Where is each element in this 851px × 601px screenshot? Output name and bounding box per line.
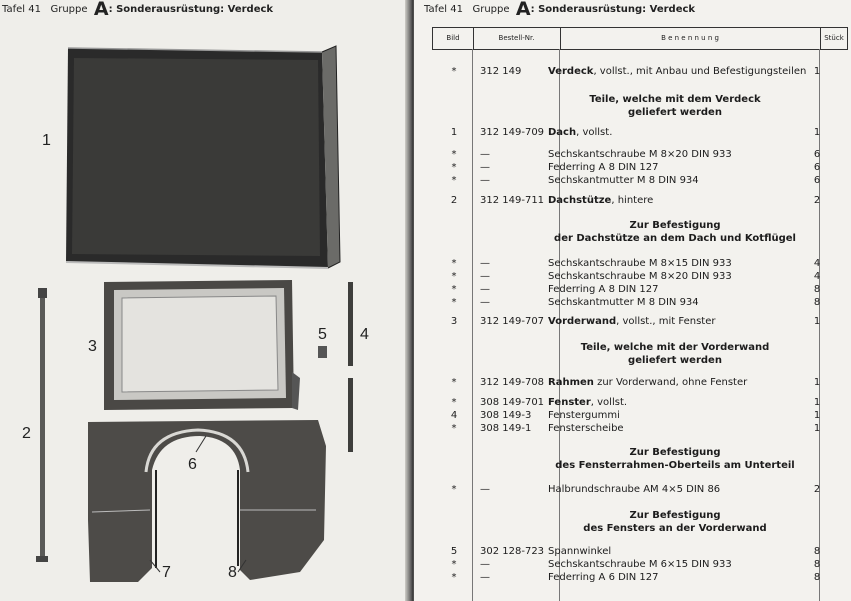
stueck-cell: 1 [813,377,821,388]
gruppe-label: Gruppe [50,4,88,15]
section-heading-line: Teile, welche mit der Vorderwand [580,342,770,353]
benennung-cell [548,396,627,409]
part-description: Fensterscheibe [548,423,624,434]
stueck-cell: 8 [813,572,821,583]
benennung-cell [548,296,699,309]
section-heading-line: des Fensters an der Vorderwand [583,523,767,534]
table-row [414,296,851,309]
bild-cell: * [451,377,457,388]
bestell-nr-cell: — [480,284,490,295]
stueck-cell: 1 [813,127,821,138]
tafel-label: Tafel 41 [424,4,463,15]
benennung-cell [548,376,747,389]
benennung-cell [548,283,659,296]
stueck-cell: 8 [813,546,821,557]
bestell-nr-cell: 312 149-708 [480,377,545,388]
bestell-nr-cell: — [480,258,490,269]
table-row [414,558,851,571]
benennung-cell [548,409,620,422]
part-description: Sechskantschraube M 6×15 DIN 933 [548,559,732,570]
bild-cell: * [451,484,457,495]
part-description: Sechskantmutter M 8 DIN 934 [548,175,699,186]
benennung-cell [548,558,732,571]
bild-cell: 4 [450,410,458,421]
bild-cell: * [451,297,457,308]
bestell-nr-cell: — [480,297,490,308]
section-heading [548,93,802,119]
bestell-nr-cell: 312 149 [480,66,522,77]
table-row [414,376,851,389]
table-row [414,161,851,174]
bild-cell: * [451,572,457,583]
section-heading-line: Zur Befestigung [629,447,721,458]
stueck-cell: 1 [813,316,821,327]
section-heading-line: des Fensterrahmen-Oberteils am Unterteil [555,460,795,471]
section-heading [548,219,802,245]
benennung-cell [548,174,699,187]
section-heading [548,509,802,535]
stueck-cell: 6 [813,175,821,186]
part-description: Sechskantschraube M 8×15 DIN 933 [548,258,732,269]
stueck-cell: 8 [813,297,821,308]
window-rubber-drawing [348,282,353,452]
section-heading-line: der Dachstütze an dem Dach und Kotflügel [554,233,796,244]
bestell-nr-cell: 302 128-723 [480,546,545,557]
section-heading-line: Teile, welche mit dem Verdeck [589,94,761,105]
stueck-cell: 1 [813,66,821,77]
col-benennung: B e n e n n u n g [560,28,821,49]
table-row [414,194,851,207]
callout-2: 2 [22,425,31,442]
bild-cell: * [451,66,457,77]
part-description: , vollst., mit Anbau und Befestigungsteilen [593,66,807,77]
benennung-cell [548,315,715,328]
bestell-nr-cell: — [480,559,490,570]
table-row [414,148,851,161]
stueck-cell: 6 [813,149,821,160]
callout-8: 8 [228,564,237,581]
callout-6: 6 [188,456,197,473]
part-description: , vollst. [576,127,613,138]
bestell-nr-cell: — [480,484,490,495]
stueck-cell: 1 [813,423,821,434]
tafel-label: Tafel 41 [2,4,41,15]
benennung-cell [548,270,732,283]
part-name: Vorderwand [548,316,617,327]
stueck-cell: 4 [813,258,821,269]
bestell-nr-cell: — [480,149,490,160]
part-description: Fenstergummi [548,410,620,421]
part-description: Federring A 8 DIN 127 [548,162,659,173]
parts-illustration [0,0,410,601]
bild-cell: 3 [450,316,458,327]
section-heading [548,446,802,472]
part-description: , hintere [611,195,654,206]
callout-1: 1 [42,132,51,149]
bild-cell: * [451,271,457,282]
callout-7: 7 [162,564,171,581]
table-row [414,571,851,584]
benennung-cell [548,257,732,270]
callout-5: 5 [318,326,327,343]
part-name: Verdeck [548,66,594,77]
part-description: Spannwinkel [548,546,612,557]
clamp-angle-drawing [318,346,327,358]
bild-cell: * [451,175,457,186]
part-description: Sechskantmutter M 8 DIN 934 [548,297,699,308]
part-name: Fenster [548,397,591,408]
bestell-nr-cell: 312 149-707 [480,316,545,327]
benennung-cell [548,483,720,496]
rear-strut-drawing [36,288,48,562]
benennung-cell [548,65,806,78]
part-description: Federring A 6 DIN 127 [548,572,659,583]
stueck-cell: 2 [813,484,821,495]
table-row [414,483,851,496]
bild-cell: 5 [450,546,458,557]
front-apron-drawing [88,420,326,582]
part-name: Dach [548,127,577,138]
part-description: , vollst. [590,397,628,408]
stueck-cell: 2 [813,195,821,206]
bestell-nr-cell: 308 149-701 [480,397,545,408]
stueck-cell: 4 [813,271,821,282]
part-name: Dachstütze [548,195,612,206]
benennung-cell [548,148,732,161]
bild-cell: * [451,397,457,408]
stueck-cell: 6 [813,162,821,173]
parts-table-header [432,27,848,50]
benennung-cell [548,571,659,584]
stueck-cell: 8 [813,284,821,295]
group-letter: A [515,0,531,20]
table-row [414,270,851,283]
table-row [414,65,851,78]
bestell-nr-cell: 308 149-3 [480,410,532,421]
table-row [414,257,851,270]
benennung-cell [548,126,612,139]
stueck-cell: 1 [813,410,821,421]
section-heading-line: geliefert werden [628,107,722,118]
bestell-nr-cell: — [480,162,490,173]
table-row [414,174,851,187]
stueck-cell: 8 [813,559,821,570]
part-description: zur Vorderwand, ohne Fenster [593,377,748,388]
header-title: Sonderausrüstung: Verdeck [116,4,274,15]
table-row [414,126,851,139]
part-description: Sechskantschraube M 8×20 DIN 933 [548,271,732,282]
section-heading [548,341,802,367]
col-bild: Bild [433,28,474,49]
table-row [414,422,851,435]
col-bestell-nr: Bestell-Nr. [473,28,561,49]
header-title: Sonderausrüstung: Verdeck [538,4,696,15]
callout-4: 4 [360,326,369,343]
callout-3: 3 [88,338,97,355]
section-heading-line: Zur Befestigung [629,220,721,231]
bild-cell: 2 [450,195,458,206]
col-stueck: Stück [824,34,844,42]
group-letter: A [93,0,109,20]
benennung-cell [548,545,611,558]
front-wall-drawing [104,280,300,410]
bild-cell: * [451,559,457,570]
part-description: , vollst., mit Fenster [616,316,716,327]
bestell-nr-cell: — [480,175,490,186]
bestell-nr-cell: — [480,572,490,583]
table-row [414,283,851,296]
bestell-nr-cell: 312 149-709 [480,127,545,138]
roof-part-drawing [66,46,340,268]
bild-cell: * [451,258,457,269]
table-row [414,396,851,409]
bild-cell: * [451,423,457,434]
table-row [414,315,851,328]
bild-cell: * [451,284,457,295]
section-heading-line: geliefert werden [628,355,722,366]
part-name: Rahmen [548,377,594,388]
benennung-cell [548,194,653,207]
left-page-header: Tafel 41 Gruppe A: Sonderausrüstung: Verdeck [2,0,274,20]
right-page [414,0,851,601]
section-heading-line: Zur Befestigung [629,510,721,521]
right-page-header: Tafel 41 Gruppe A: Sonderausrüstung: Verdeck [424,0,696,20]
part-description: Federring A 8 DIN 127 [548,284,659,295]
bestell-nr-cell: 312 149-711 [480,195,545,206]
table-row [414,545,851,558]
stueck-cell: 1 [813,397,821,408]
bestell-nr-cell: — [480,271,490,282]
part-description: Halbrundschraube AM 4×5 DIN 86 [548,484,721,495]
bild-cell: 1 [450,127,458,138]
table-row [414,409,851,422]
benennung-cell [548,161,659,174]
gruppe-label: Gruppe [472,4,510,15]
benennung-cell [548,422,624,435]
left-page [0,0,410,601]
bestell-nr-cell: 308 149-1 [480,423,532,434]
part-description: Sechskantschraube M 8×20 DIN 933 [548,149,732,160]
bild-cell: * [451,162,457,173]
bild-cell: * [451,149,457,160]
